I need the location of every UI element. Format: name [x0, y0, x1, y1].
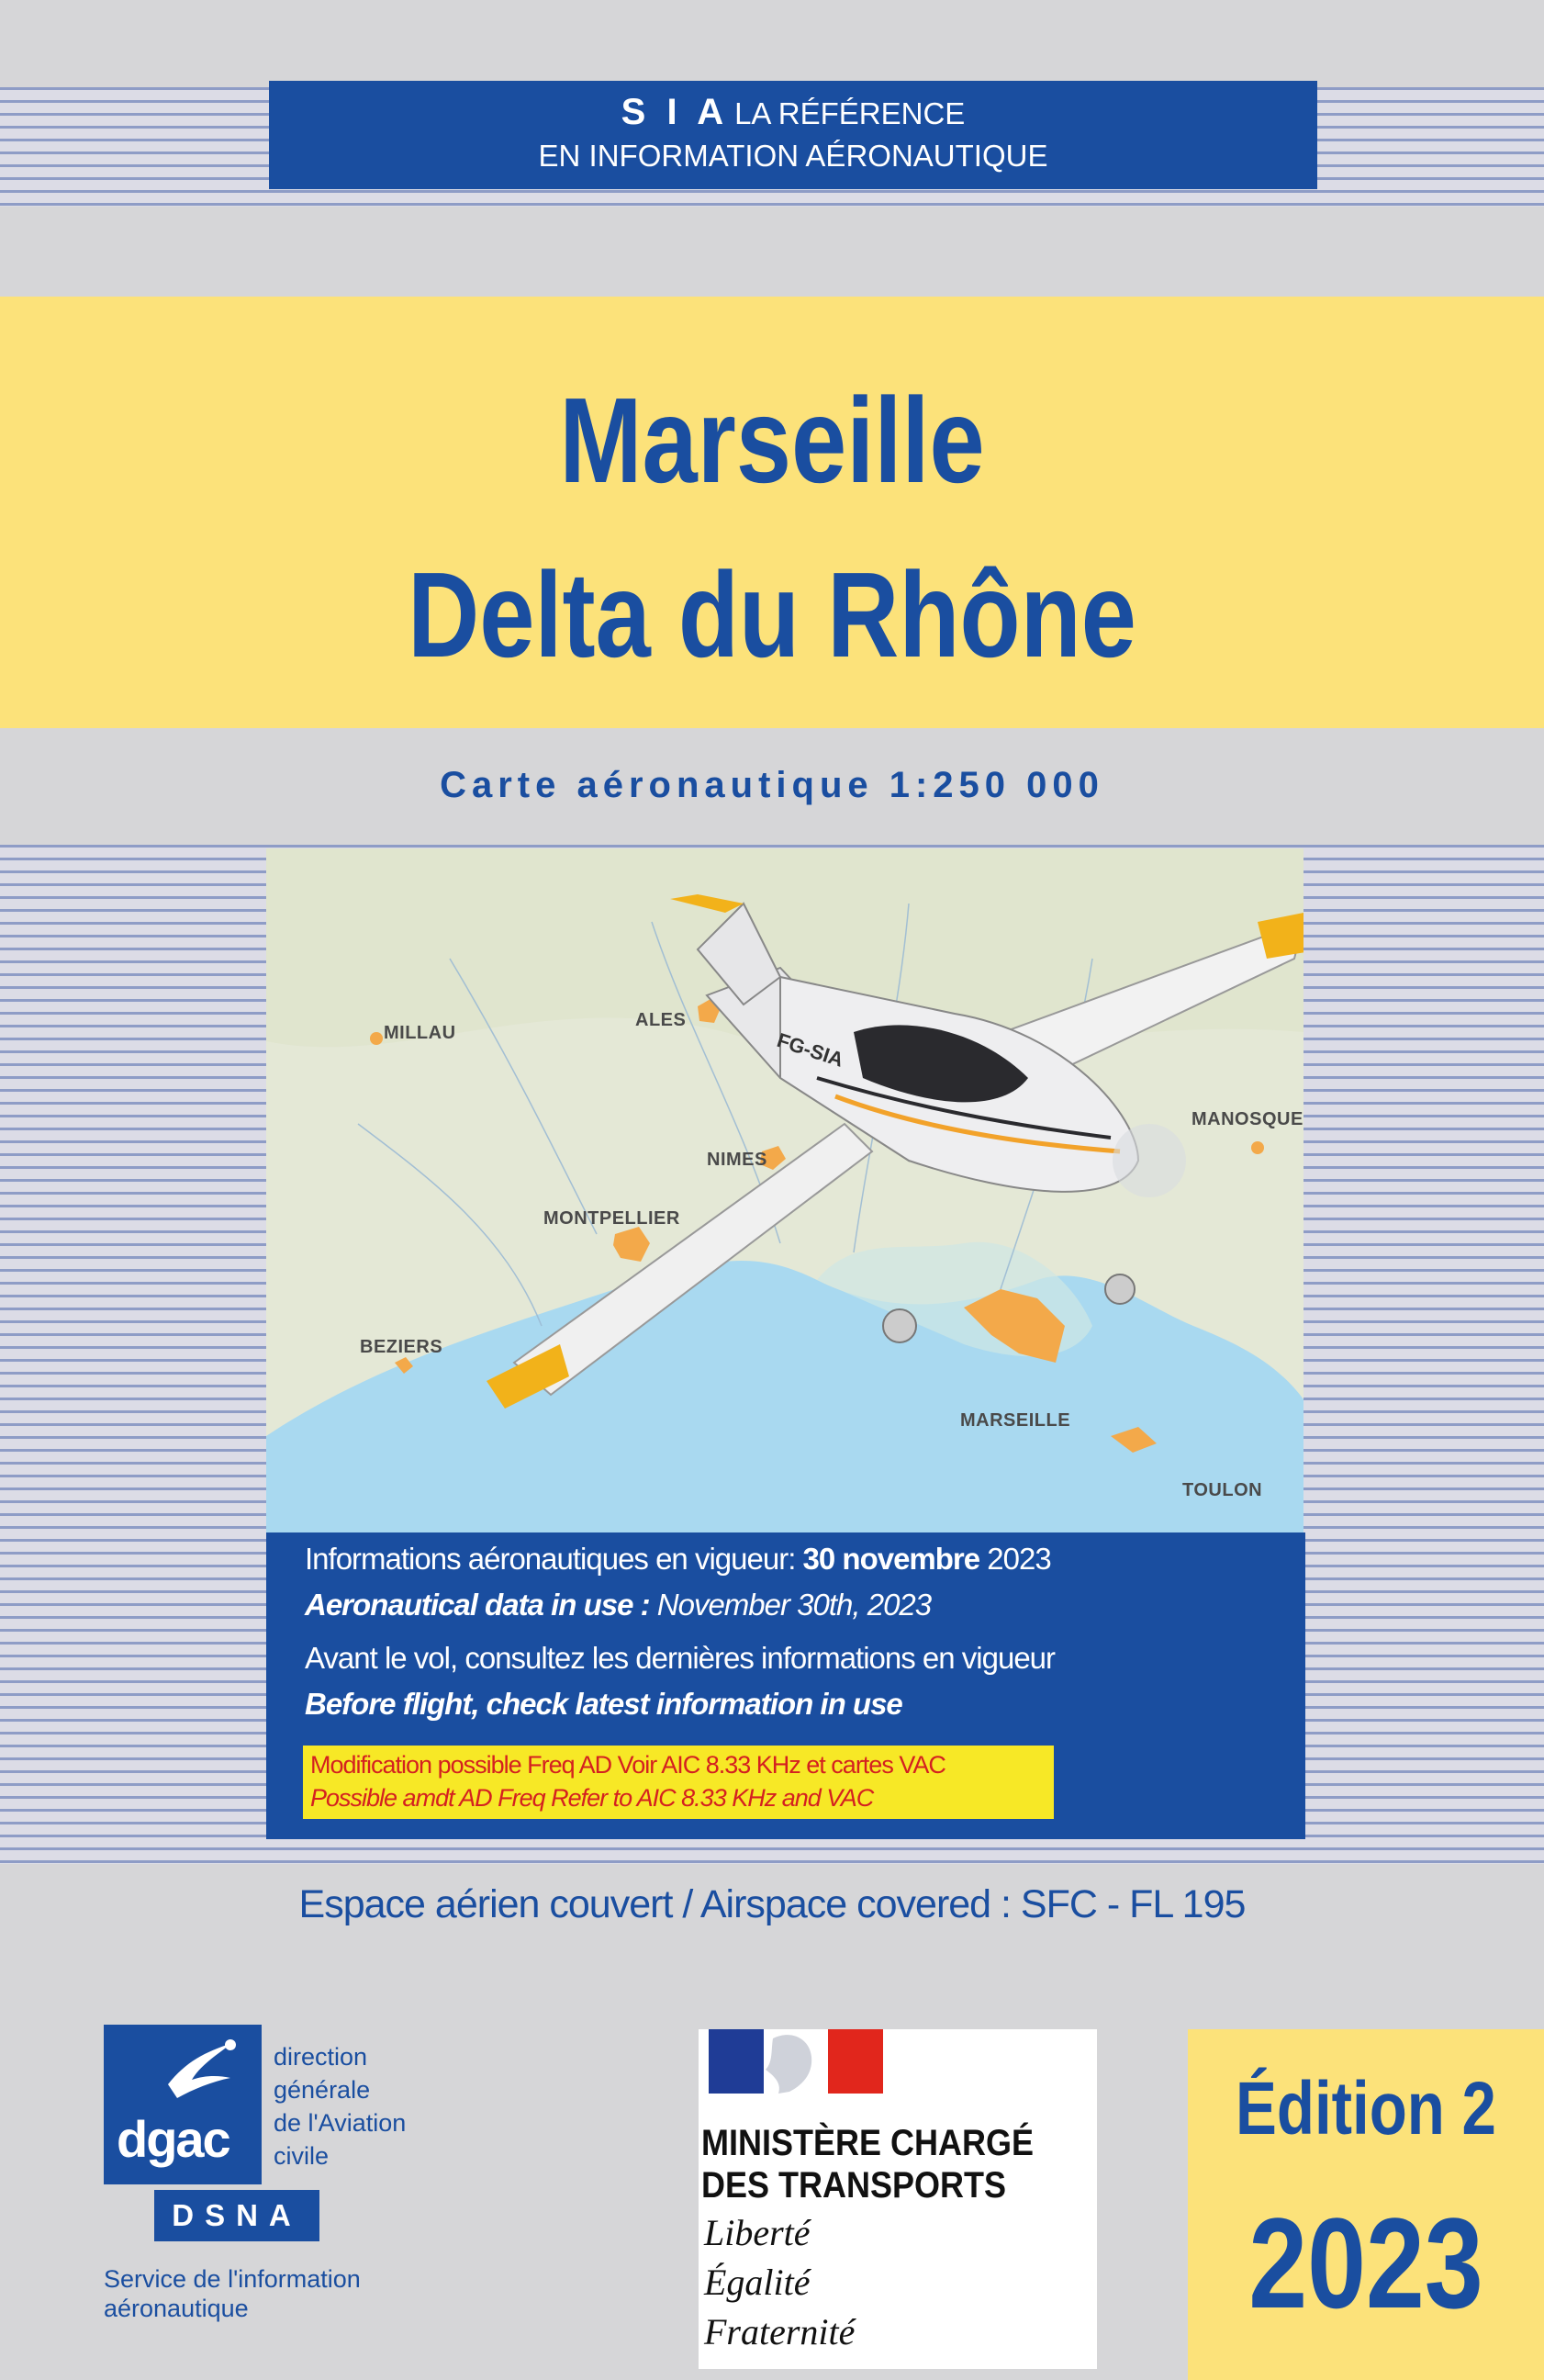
airspace-covered: Espace aérien couvert / Airspace covered : SFC - FL 195: [298, 1882, 1246, 1926]
dgac-fullname: direction générale de l'Aviation civile: [274, 2043, 407, 2170]
city-label-nimes: NIMES: [707, 1150, 767, 1170]
city-label-beziers: BEZIERS: [360, 1337, 443, 1357]
marianne-flag-icon: [709, 2029, 883, 2094]
city-label-millau: MILLAU: [384, 1023, 456, 1043]
city-label-manosque: MANOSQUE: [1192, 1109, 1303, 1129]
edition-year: 2023: [1248, 2191, 1483, 2335]
motto-liberte: Liberté: [704, 2212, 811, 2253]
city-label-marseille: MARSEILLE: [960, 1410, 1071, 1431]
frequency-warning: [303, 1746, 1054, 1819]
effective-info-box: [266, 1532, 1305, 1839]
edition-label: Édition 2: [1236, 2067, 1496, 2150]
aircraft-registration: FG-SIA: [774, 1027, 847, 1072]
ministry-line2: DES TRANSPORTS: [701, 2165, 1007, 2206]
ministry-logo: [699, 2029, 1097, 2369]
motto-egalite: Égalité: [704, 2262, 811, 2303]
info-en-check: Before flight, check latest information in use: [305, 1687, 902, 1721]
info-fr-check: Avant le vol, consultez les dernières informations en vigueur: [305, 1641, 1056, 1675]
map-image: [266, 848, 1303, 1532]
sia-tagline-line1: S I A LA RÉFÉRENCE: [621, 92, 966, 132]
sia-tagline-line2: EN INFORMATION AÉRONAUTIQUE: [538, 139, 1048, 173]
dsna-label: DSNA: [154, 2190, 319, 2241]
city-label-montpellier: MONTPELLIER: [543, 1208, 680, 1229]
ministry-line1: MINISTÈRE CHARGÉ: [701, 2123, 1035, 2163]
city-label-ales: ALES: [635, 1010, 687, 1030]
bird-icon: [104, 2025, 262, 2107]
edition-box: [1188, 2029, 1544, 2380]
sia-acronym: S I A: [621, 92, 730, 132]
dgac-logo: [104, 2025, 262, 2184]
dgac-wordmark: dgac: [117, 2110, 229, 2168]
warning-fr: Modification possible Freq AD Voir AIC 8.33 KHz et cartes VAC: [310, 1751, 945, 1779]
sia-banner: [269, 81, 1317, 189]
motto-fraternite: Fraternité: [704, 2311, 856, 2352]
title-line1: Marseille: [559, 373, 985, 508]
warning-en: Possible amdt AD Freq Refer to AIC 8.33 KHz and VAC: [310, 1784, 874, 1812]
info-en-effective: Aeronautical data in use : November 30th, 2023: [305, 1588, 932, 1622]
map-illustration: [266, 848, 1303, 1532]
chart-subtitle: Carte aéronautique 1:250 000: [440, 765, 1104, 805]
title-band: [0, 297, 1544, 728]
city-label-toulon: TOULON: [1182, 1480, 1263, 1500]
info-fr-effective: Informations aéronautiques en vigueur: 30 novembre 2023: [305, 1542, 1051, 1576]
title-line2: Delta du Rhône: [408, 547, 1136, 682]
dgac-service-name: Service de l'information aéronautique: [104, 2265, 361, 2322]
